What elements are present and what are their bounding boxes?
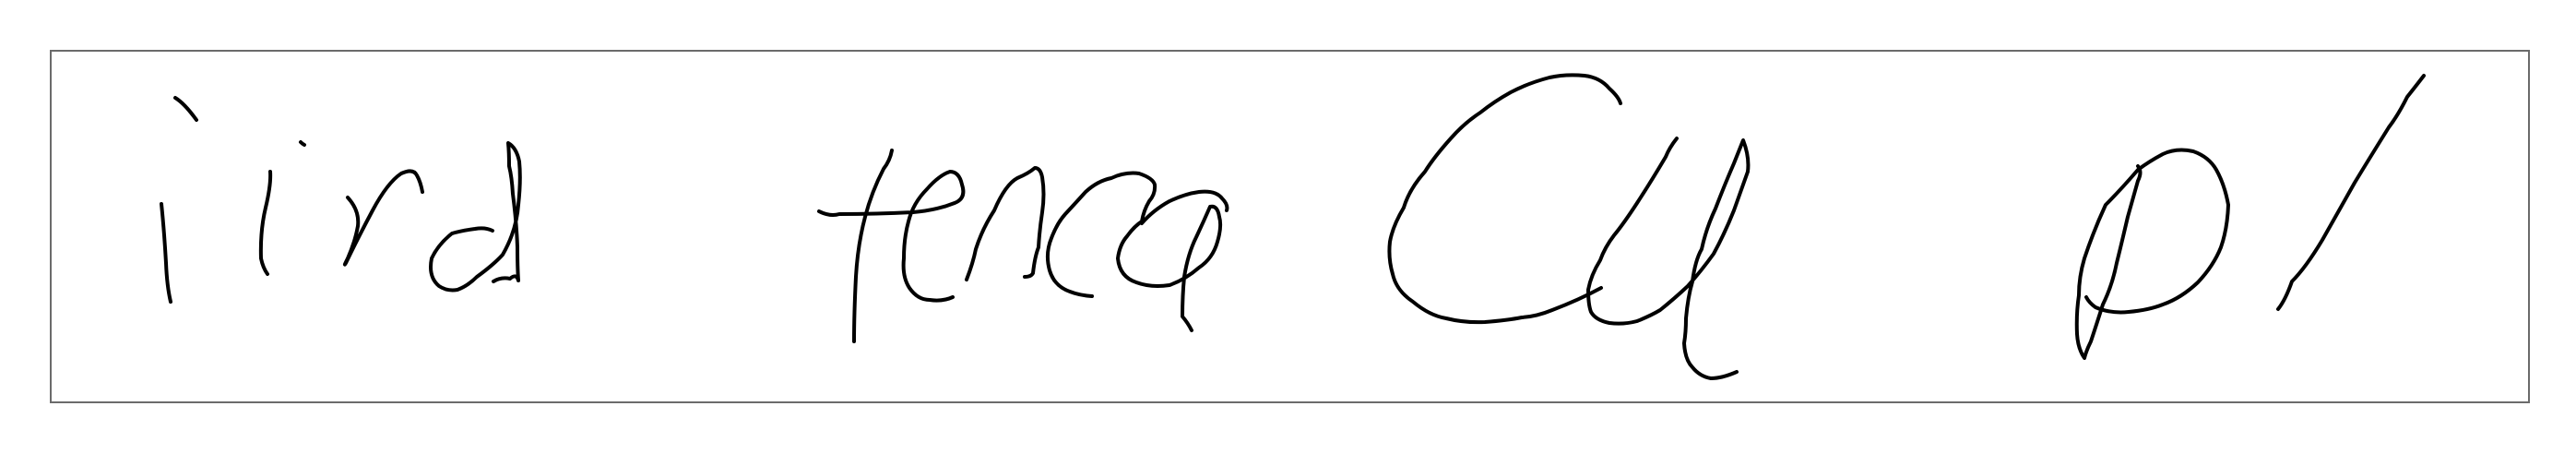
handwritten-word-1 bbox=[161, 98, 520, 302]
stroke bbox=[345, 171, 422, 264]
stroke bbox=[161, 204, 171, 302]
stroke bbox=[967, 168, 1044, 280]
stroke bbox=[431, 143, 520, 291]
stroke bbox=[2278, 76, 2424, 309]
stroke bbox=[1588, 138, 1748, 378]
stroke bbox=[819, 172, 963, 301]
stroke bbox=[1389, 75, 1620, 322]
handwritten-word-2 bbox=[819, 150, 1227, 341]
stroke bbox=[1048, 173, 1220, 330]
handwritten-word-4 bbox=[2077, 76, 2424, 358]
stroke bbox=[2077, 150, 2228, 358]
stroke bbox=[301, 142, 304, 145]
stroke bbox=[261, 172, 270, 274]
stroke bbox=[175, 98, 196, 120]
handwritten-word-3 bbox=[1389, 75, 1748, 378]
stroke bbox=[854, 150, 892, 341]
